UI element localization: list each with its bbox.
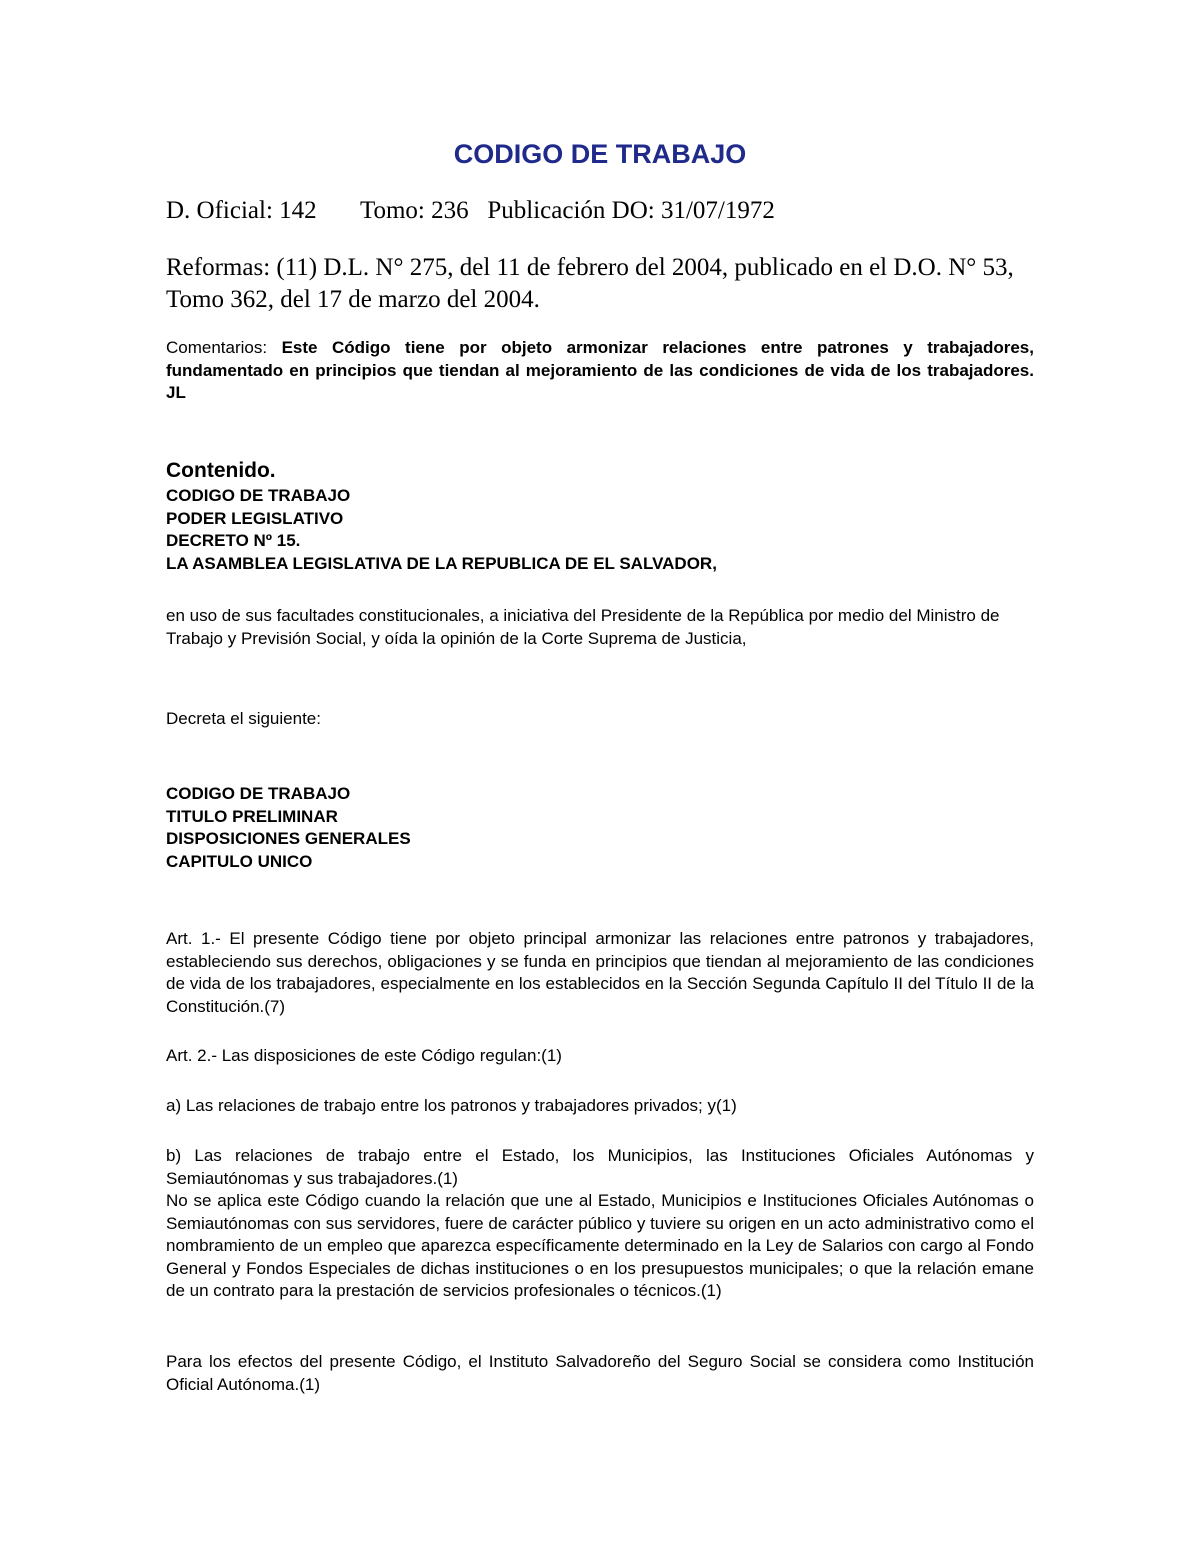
comentarios-text: Este Código tiene por objeto armonizar relaciones entre patrones y trabajadores, fundamentado en principios que tiendan al mejoramiento de las condiciones de vida de los trabajadores. JL bbox=[166, 338, 1034, 402]
article-2-item-a: a) Las relaciones de trabajo entre los patronos y trabajadores privados; y(1) bbox=[166, 1096, 737, 1115]
section-heading: CAPITULO UNICO bbox=[166, 851, 313, 871]
article-2-para-efectos: Para los efectos del presente Código, el Instituto Salvadoreño del Seguro Social se considera como Institución Oficial Autónoma.(1) bbox=[166, 1352, 1034, 1394]
article-2: Art. 2.- Las disposiciones de este Código regulan:(1) bbox=[166, 1046, 562, 1065]
comentarios-paragraph bbox=[166, 337, 1034, 405]
contenido-lines bbox=[166, 485, 1034, 575]
contenido-line: LA ASAMBLEA LEGISLATIVA DE LA REPUBLICA DE EL SALVADOR, bbox=[166, 553, 717, 573]
article-2-item-b: b) Las relaciones de trabajo entre el Estado, los Municipios, las Instituciones Oficiales Autónomas y Semiautónomas y sus trabajadores.(1) bbox=[166, 1146, 1034, 1188]
section-headings bbox=[166, 783, 1034, 873]
section-heading: DISPOSICIONES GENERALES bbox=[166, 829, 411, 848]
section-heading: CODIGO DE TRABAJO bbox=[166, 784, 351, 803]
reformas-paragraph: Reformas: (11) D.L. N° 275, del 11 de febrero del 2004, publicado en el D.O. N° 53, Tomo 362, del 17 de marzo del 2004. bbox=[166, 254, 1014, 313]
section-heading: TITULO PRELIMINAR bbox=[166, 806, 338, 826]
preamble-paragraph: en uso de sus facultades constitucionales, a iniciativa del Presidente de la República por medio del Ministro de Trabajo y Previsión Social, y oída la opinión de la Corte Suprema de Justicia, bbox=[166, 606, 1000, 648]
contenido-line: CODIGO DE TRABAJO bbox=[166, 486, 351, 505]
article-2-item-b-group bbox=[166, 1145, 1034, 1303]
document-title: CODIGO DE TRABAJO bbox=[453, 139, 747, 169]
contenido-line: DECRETO Nº 15. bbox=[166, 531, 301, 550]
article-1: Art. 1.- El presente Código tiene por objeto principal armonizar las relaciones entre patronos y trabajadores, estableciendo sus derechos, obligaciones y se funda en principios que tiendan al mejoramiento de las condiciones de vida de los trabajadores, especialmente en los establecidos en la Sección Segunda Capítulo II del Título II de la Constitución.(7) bbox=[166, 929, 1034, 1016]
decreta-paragraph: Decreta el siguiente: bbox=[166, 709, 321, 728]
contenido-line: PODER LEGISLATIVO bbox=[166, 508, 344, 528]
comentarios-label: Comentarios: bbox=[166, 338, 282, 357]
official-publication-line: D. Oficial: 142 Tomo: 236 Publicación DO: 31/07/1972 bbox=[166, 197, 775, 224]
article-2-no-aplica: No se aplica este Código cuando la relación que une al Estado, Municipios e Instituciones Oficiales Autónomas o Semiautónomas con sus servidores, fuere de carácter público y tuviere su origen en un acto administrativo como el nombramiento de un empleo que aparezca específicamente determinado en la Ley de Salarios con cargo al Fondo General y Fondos Especiales de dichas instituciones o en los presupuestos municipales; o que la relación emane de un contrato para la prestación de servicios profesionales o técnicos.(1) bbox=[166, 1191, 1034, 1300]
contenido-heading: Contenido. bbox=[166, 459, 276, 482]
